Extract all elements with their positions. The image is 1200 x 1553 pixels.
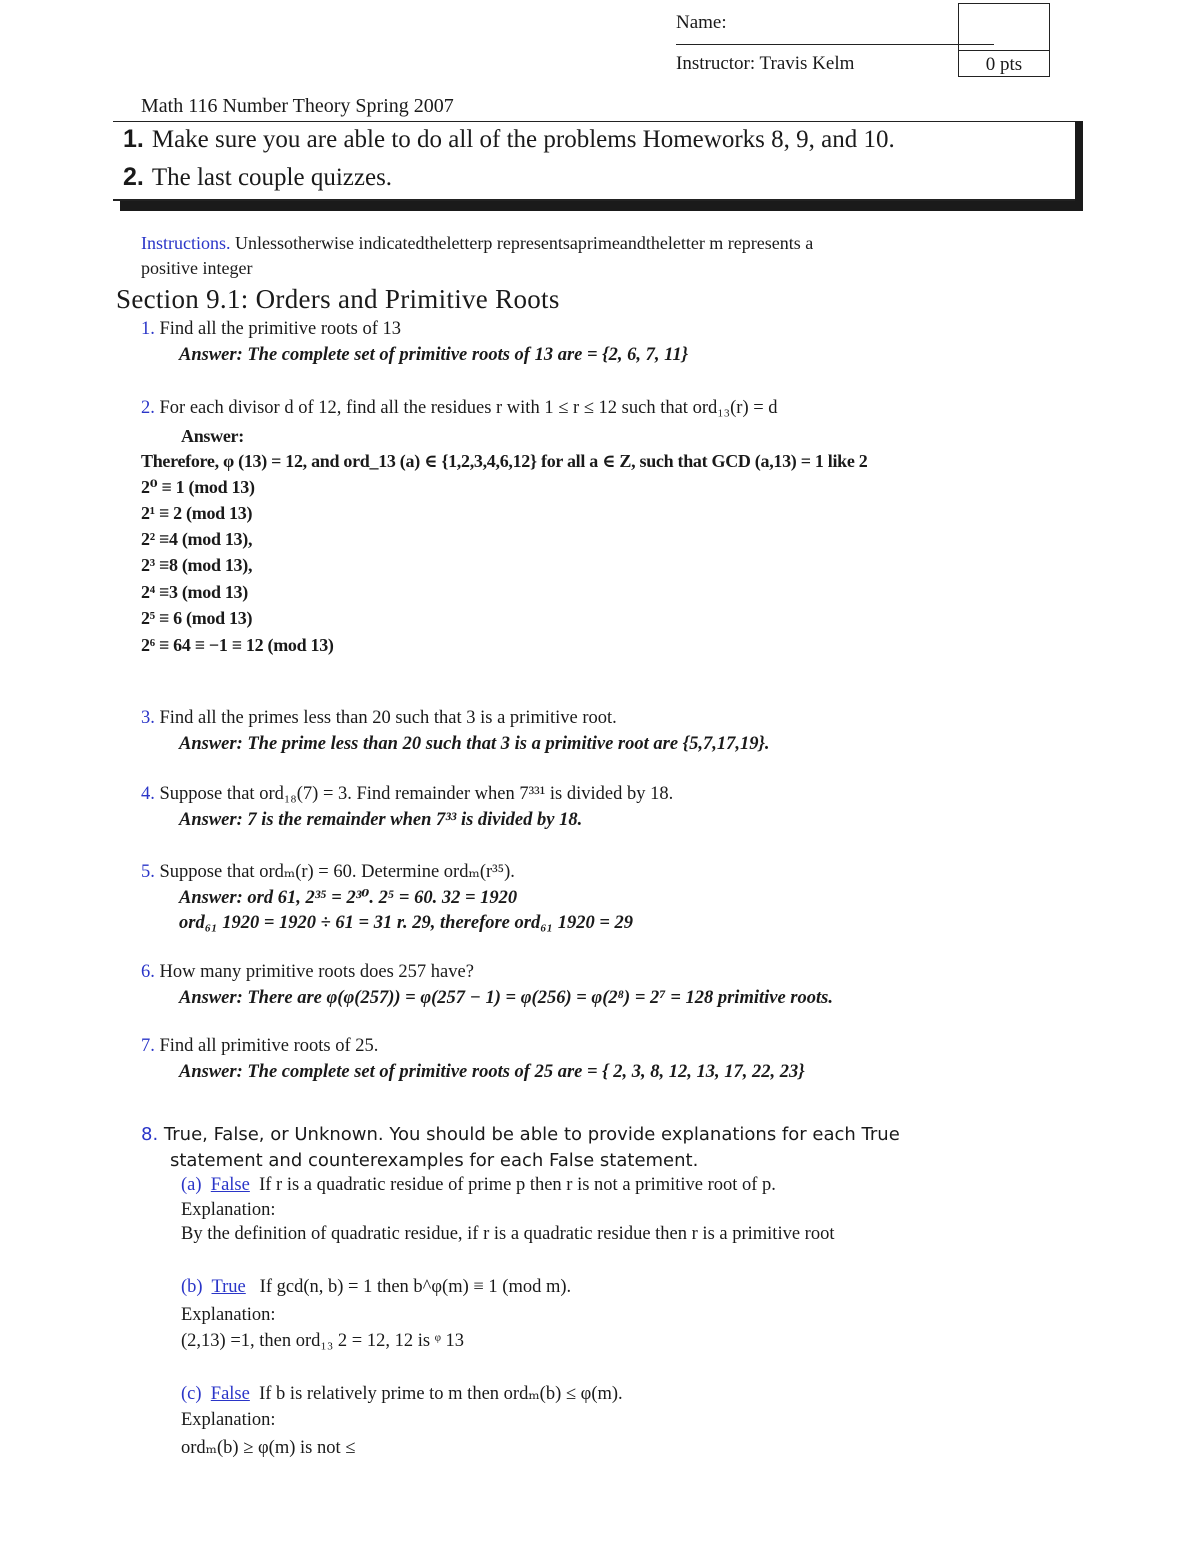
question-4: 4. Suppose that ord₁₈(7) = 3. Find remainder when 7³³¹ is divided by 18. — [141, 784, 674, 804]
part-a-statement: (a) False If r is a quadratic residue of prime p then r is not a primitive root of p. — [181, 1175, 776, 1195]
part-a-answer: False — [210, 1175, 250, 1195]
answer-5-line: ord₆₁ 1920 = 1920 ÷ 61 = 31 r. 29, therefore ord₆₁ 1920 = 29 — [179, 913, 634, 933]
answer-2-line: 2⁵ ≡ 6 (mod 13) — [141, 608, 253, 628]
course-title: Math 116 Number Theory Spring 2007 — [141, 95, 454, 117]
question-1: 1. Find all the primitive roots of 13 — [141, 319, 402, 339]
answer-2-label: Answer: — [181, 426, 244, 446]
answer-2-line: 2³ ≡8 (mod 13), — [141, 555, 253, 575]
part-b-explanation-label: Explanation: — [181, 1305, 276, 1325]
section-title: Section 9.1: Orders and Primitive Roots — [116, 284, 560, 314]
box-shadow-bottom — [120, 200, 1083, 211]
part-c-explanation-label: Explanation: — [181, 1410, 276, 1430]
review-box — [113, 121, 1075, 201]
answer-7: Answer: The complete set of primitive roots of 25 are = { 2, 3, 8, 12, 13, 17, 22, 23} — [179, 1062, 805, 1082]
question-6: 6. How many primitive roots does 257 have? — [141, 962, 474, 982]
part-a-explanation: By the definition of quadratic residue, if r is a quadratic residue then r is a primitive root — [181, 1224, 835, 1244]
answer-6: Answer: There are φ(φ(257)) = φ(257 − 1) = φ(256) = φ(2⁸) = 2⁷ = 128 primitive roots. — [179, 988, 833, 1008]
instructor-label: Instructor: Travis Kelm — [676, 53, 855, 74]
answer-5-line: Answer: ord 61, 2³⁵ = 2³⁰. 2⁵ = 60. 32 = 1920 — [179, 888, 518, 908]
part-c-answer: False — [210, 1384, 250, 1404]
part-c-explanation: ordₘ(b) ≥ φ(m) is not ≤ — [181, 1438, 356, 1458]
question-8-line: 8. True, False, or Unknown. You should be able to provide explanations for each True — [141, 1124, 900, 1145]
question-2: 2. For each divisor d of 12, find all the residues r with 1 ≤ r ≤ 12 such that ord₁₃(r) = d — [141, 398, 778, 418]
answer-2-line: 2⁰ ≡ 1 (mod 13) — [141, 477, 255, 497]
score-box — [958, 3, 1050, 77]
answer-2-line: 2⁶ ≡ 64 ≡ −1 ≡ 12 (mod 13) — [141, 635, 334, 655]
review-item: 1. Make sure you are able to do all of the problems Homeworks 8, 9, and 10. — [123, 125, 895, 153]
answer-2-line: Therefore, φ (13) = 12, and ord_13 (a) ∈ {1,2,3,4,6,12} for all a ∈ Z, such that GCD (a,13) = 1 like 2 — [141, 451, 868, 471]
score-box-divider — [959, 50, 1049, 51]
answer-1: Answer: The complete set of primitive roots of 13 are = {2, 6, 7, 11} — [179, 345, 689, 365]
instructions-line: positive integer — [141, 258, 253, 278]
answer-2-line: 2¹ ≡ 2 (mod 13) — [141, 503, 253, 523]
name-label: Name: — [676, 12, 727, 33]
review-item: 2. The last couple quizzes. — [123, 163, 393, 191]
part-c-statement: (c) False If b is relatively prime to m then ordₘ(b) ≤ φ(m). — [181, 1384, 623, 1404]
answer-2-line: 2⁴ ≡3 (mod 13) — [141, 582, 248, 602]
name-underline — [676, 44, 994, 45]
points-value: 0 pts — [985, 54, 1023, 75]
part-b-answer: True — [211, 1277, 246, 1297]
question-3: 3. Find all the primes less than 20 such that 3 is a primitive root. — [141, 708, 617, 728]
answer-2-line: 2² ≡4 (mod 13), — [141, 529, 253, 549]
question-7: 7. Find all primitive roots of 25. — [141, 1036, 379, 1056]
answer-4: Answer: 7 is the remainder when 7³³ is divided by 18. — [179, 810, 583, 830]
part-a-explanation-label: Explanation: — [181, 1200, 276, 1220]
answer-3: Answer: The prime less than 20 such that 3 is a primitive root are {5,7,17,19}. — [179, 734, 770, 754]
part-b-explanation: (2,13) =1, then ord₁₃ 2 = 12, 12 is ᵠ 13 — [181, 1331, 465, 1351]
part-b-statement: (b) True If gcd(n, b) = 1 then b^φ(m) ≡ 1 (mod m). — [181, 1277, 572, 1297]
instructions-label: Instructions. — [141, 233, 231, 253]
question-5: 5. Suppose that ordₘ(r) = 60. Determine ordₘ(r³⁵). — [141, 862, 515, 882]
question-8-line: statement and counterexamples for each False statement. — [170, 1150, 699, 1171]
instructions-line: Instructions. Unlessotherwise indicatedtheletterp representsaprimeandtheletter m represents a — [141, 233, 814, 253]
